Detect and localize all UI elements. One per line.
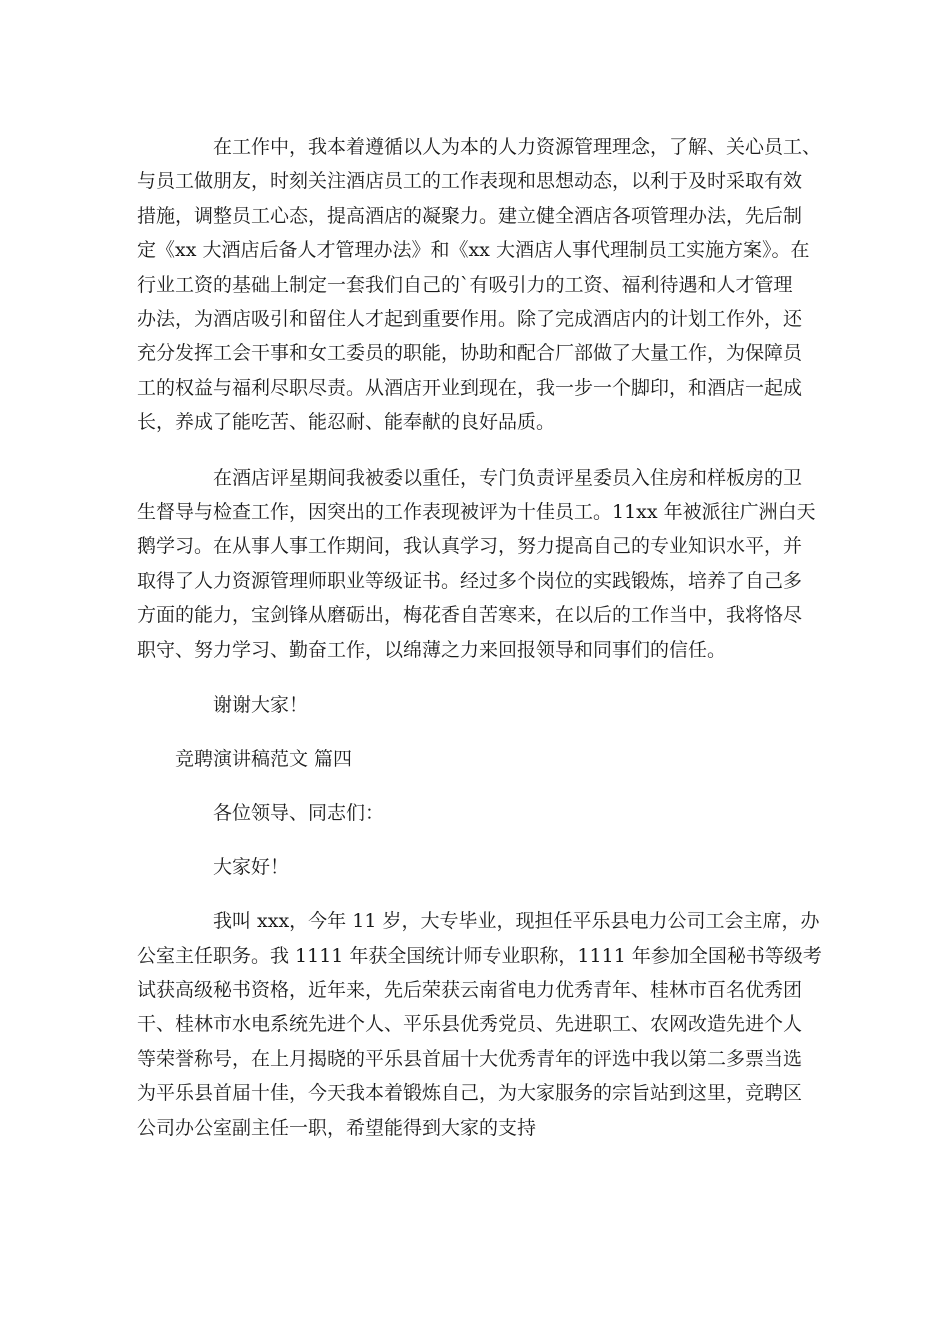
text-line: 职守、努力学习、勤奋工作，以绵薄之力来回报领导和同事们的信任。 <box>137 638 727 661</box>
text-line: 与员工做朋友，时刻关注酒店员工的工作表现和思想动态，以利于及时采取有效 <box>137 170 803 193</box>
paragraph-hotel-hr-work <box>137 130 822 440</box>
text-line: 充分发挥工会干事和女工委员的职能，协助和配合厂部做了大量工作，为保障员 <box>137 342 803 365</box>
text-line: 我叫 xxx，今年 11 岁，大专毕业，现担任平乐县电力公司工会主席，办 <box>213 910 820 933</box>
text-line: 为平乐县首届十佳，今天我本着锻炼自己，为大家服务的宗旨站到这里，竞聘区 <box>137 1082 803 1105</box>
document-page <box>137 130 822 1145</box>
text-line: 办法，为酒店吸引和留住人才起到重要作用。除了完成酒店内的计划工作外，还 <box>137 308 803 331</box>
salutation-line: 各位领导、同志们： <box>213 802 385 825</box>
paragraph-star-rating-work <box>137 461 817 667</box>
paragraph-self-introduction <box>137 904 822 1145</box>
text-line: 干、桂林市水电系统先进个人、平乐县优秀党员、先进职工、农网改造先进个人 <box>137 1013 803 1036</box>
text-line: 公室主任职务。我 1111 年获全国统计师专业职称，1111 年参加全国秘书等级考 <box>137 944 822 967</box>
text-line: 鹅学习。在从事人事工作期间，我认真学习，努力提高自己的专业知识水平，并 <box>137 535 803 558</box>
text-line: 工的权益与福利尽职尽责。从酒店开业到现在，我一步一个脚印，和酒店一起成 <box>137 376 803 399</box>
text-line: 定《xx 大酒店后备人才管理办法》和《xx 大酒店人事代理制员工实施方案》。在 <box>137 239 810 262</box>
text-line: 在工作中，我本着遵循以人为本的人力资源管理理念，了解、关心员工、 <box>213 136 822 158</box>
text-line: 等荣誉称号，在上月揭晓的平乐县首届十大优秀青年的评选中我以第二多票当选 <box>137 1047 803 1070</box>
thanks-line: 谢谢大家！ <box>213 694 309 717</box>
text-line: 试获高级秘书资格，近年来，先后荣获云南省电力优秀青年、桂林市百名优秀团 <box>137 978 803 1001</box>
text-line: 在酒店评星期间我被委以重任，专门负责评星委员入住房和样板房的卫 <box>213 466 803 489</box>
text-line: 生督导与检查工作，因突出的工作表现被评为十佳员工。11xx 年被派往广洲白天 <box>137 501 816 524</box>
text-line: 长，养成了能吃苦、能忍耐、能奉献的良好品质。 <box>137 411 556 434</box>
greeting-line: 大家好！ <box>213 856 290 879</box>
text-line: 措施，调整员工心态，提高酒店的凝聚力。建立健全酒店各项管理办法，先后制 <box>137 204 803 227</box>
section-title: 竞聘演讲稿范文 篇四 <box>175 748 353 771</box>
text-line: 方面的能力，宝剑锋从磨砺出，梅花香自苦寒来，在以后的工作当中，我将恪尽 <box>137 604 803 627</box>
text-line: 公司办公室副主任一职，希望能得到大家的支持 <box>137 1116 537 1139</box>
text-line: 取得了人力资源管理师职业等级证书。经过多个岗位的实践锻炼，培养了自己多 <box>137 569 803 592</box>
text-line: 行业工资的基础上制定一套我们自己的`有吸引力的工资、福利待遇和人才管理 <box>137 273 793 296</box>
